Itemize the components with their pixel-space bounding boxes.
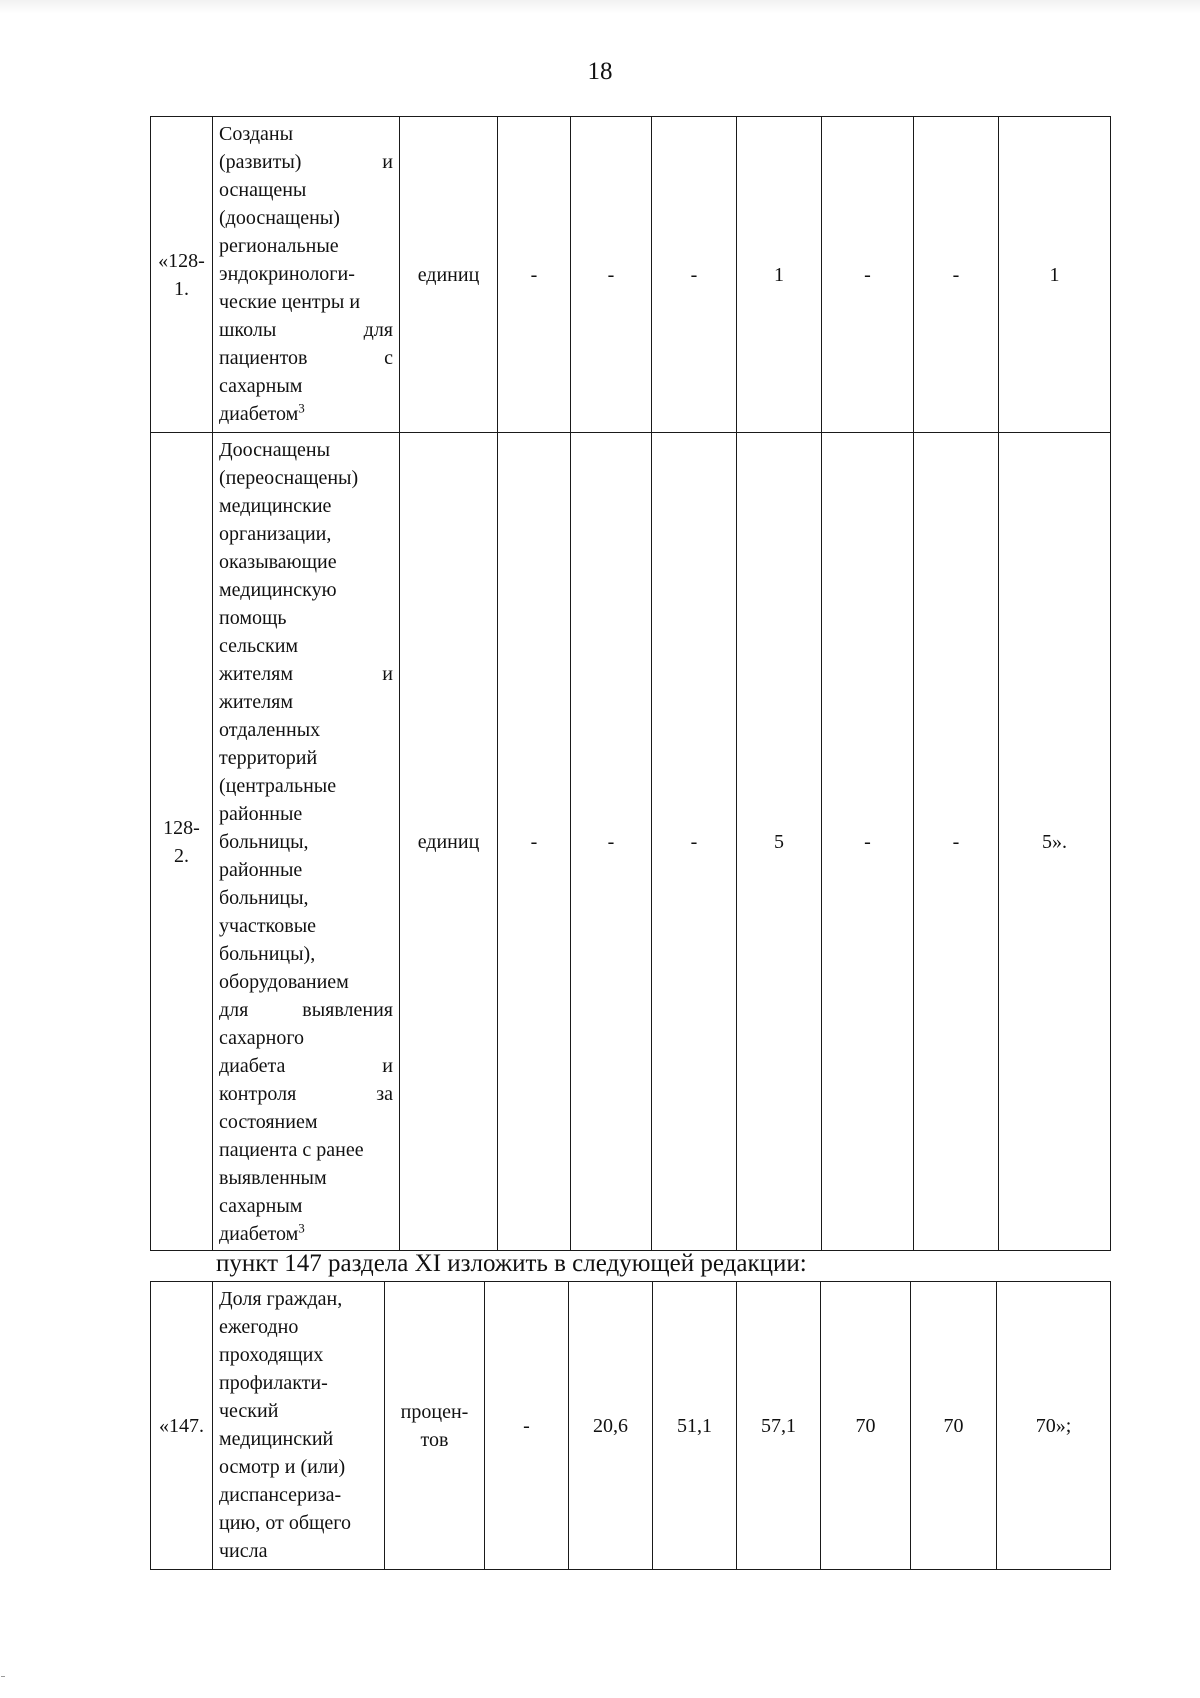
description-word: (дооснащены) — [219, 207, 340, 229]
value-cell: 1 — [999, 117, 1111, 433]
description-line — [219, 968, 393, 996]
value-cell: 20,6 — [569, 1282, 653, 1570]
description-line — [219, 856, 393, 884]
description-line — [219, 316, 393, 344]
description-line — [219, 204, 393, 232]
description-line — [219, 1136, 393, 1164]
description-word: (развиты) — [219, 151, 302, 173]
description-word: участковые — [219, 915, 317, 937]
description-word: (центральные — [219, 775, 337, 797]
description-word: и — [382, 1055, 393, 1077]
description-word: сахарным — [219, 1195, 303, 1217]
row-number-line: 128- — [163, 816, 200, 839]
description-word: профилакти- — [219, 1372, 328, 1394]
unit-cell — [385, 1282, 485, 1570]
description-line — [219, 1220, 393, 1248]
row-number-line: 2. — [174, 844, 189, 867]
description-word: медицинский — [219, 1428, 334, 1450]
description-word: Дооснащены — [219, 439, 331, 461]
description-word: территорий — [219, 747, 318, 769]
description-line — [219, 1369, 378, 1397]
unit-cell: единиц — [400, 117, 498, 433]
scan-edge-shading — [0, 0, 1200, 14]
description-line — [219, 1192, 393, 1220]
description-line — [219, 372, 393, 400]
description-line — [219, 464, 393, 492]
description-word: медицинские — [219, 495, 332, 517]
value-cell: 57,1 — [737, 1282, 821, 1570]
indicators-table-2 — [150, 1281, 1111, 1570]
description-line — [219, 772, 393, 800]
description-word: ческие центры и — [219, 291, 361, 313]
description-word: больницы), — [219, 943, 316, 965]
description-word: районные — [219, 859, 303, 881]
table-row — [151, 1282, 1111, 1570]
description-line — [219, 344, 393, 372]
description-word: помощь — [219, 607, 287, 629]
value-cell: - — [914, 433, 999, 1251]
value-cell: - — [652, 433, 737, 1251]
description-word: диабетом — [219, 1223, 299, 1245]
value-cell: - — [571, 117, 652, 433]
description-word: для — [363, 319, 393, 341]
value-cell: 70 — [821, 1282, 911, 1570]
description-line — [219, 1052, 393, 1080]
description-line — [219, 1313, 378, 1341]
value-cell: - — [498, 117, 571, 433]
description-word: сахарного — [219, 1027, 305, 1049]
description-word: ежегодно — [219, 1316, 299, 1338]
description-word: жителям — [219, 691, 293, 713]
table-row — [151, 433, 1111, 1251]
description-word: состоянием — [219, 1111, 318, 1133]
description-line — [219, 1080, 393, 1108]
description-line — [219, 604, 393, 632]
value-cell: - — [485, 1282, 569, 1570]
description-line — [219, 632, 393, 660]
indicator-description — [213, 1282, 385, 1570]
row-number-line: 1. — [174, 277, 189, 300]
description-line — [219, 400, 393, 428]
amendment-instruction: пункт 147 раздела XI изложить в следующей редакции: — [216, 1250, 807, 1277]
description-line — [219, 1285, 378, 1313]
indicator-description — [213, 117, 400, 433]
value-cell: - — [571, 433, 652, 1251]
footnote-marker: 3 — [298, 400, 305, 416]
description-word: выявления — [302, 999, 393, 1021]
description-word: диабетом — [219, 403, 299, 425]
description-line — [219, 940, 393, 968]
description-line — [219, 548, 393, 576]
description-line — [219, 1397, 378, 1425]
description-line — [219, 660, 393, 688]
indicator-description — [213, 433, 400, 1251]
description-line — [219, 1453, 378, 1481]
description-line — [219, 744, 393, 772]
description-word: медицинскую — [219, 579, 337, 601]
row-number-cell — [151, 117, 213, 433]
description-word: (переоснащены) — [219, 467, 359, 489]
value-cell: 5». — [999, 433, 1111, 1251]
description-line — [219, 1481, 378, 1509]
description-word: диабета — [219, 1055, 286, 1077]
scan-mark — [1, 1676, 5, 1677]
value-cell: - — [822, 433, 914, 1251]
unit-line: процен- — [400, 1400, 469, 1423]
table-row — [151, 117, 1111, 433]
description-word: больницы, — [219, 831, 309, 853]
description-line — [219, 520, 393, 548]
description-word: сельским — [219, 635, 299, 657]
description-word: Созданы — [219, 123, 294, 145]
indicators-table-1 — [150, 116, 1111, 1251]
description-line — [219, 1108, 393, 1136]
row-number-cell — [151, 1282, 213, 1570]
row-number-line: «128- — [158, 249, 205, 272]
description-word: цию, от общего — [219, 1512, 351, 1534]
description-word: числа — [219, 1540, 268, 1562]
description-line — [219, 1509, 378, 1537]
description-word: отдаленных — [219, 719, 321, 741]
description-word: с — [384, 347, 393, 369]
description-line — [219, 800, 393, 828]
description-word: организации, — [219, 523, 332, 545]
unit-line: тов — [420, 1428, 449, 1451]
description-word: оснащены — [219, 179, 307, 201]
description-word: проходящих — [219, 1344, 324, 1366]
value-cell: 51,1 — [653, 1282, 737, 1570]
description-line — [219, 688, 393, 716]
description-word: Доля граждан, — [219, 1288, 343, 1310]
row-number-line: «147. — [159, 1414, 204, 1437]
description-word: и — [382, 151, 393, 173]
description-line — [219, 1425, 378, 1453]
description-line — [219, 1164, 393, 1192]
description-line — [219, 492, 393, 520]
description-line — [219, 716, 393, 744]
value-cell: 70»; — [997, 1282, 1111, 1570]
description-line — [219, 148, 393, 176]
description-word: контроля — [219, 1083, 297, 1105]
footnote-marker: 3 — [298, 1220, 305, 1236]
description-line — [219, 232, 393, 260]
description-word: жителям — [219, 663, 293, 685]
description-word: для — [219, 999, 249, 1021]
description-line — [219, 288, 393, 316]
description-word: школы — [219, 319, 277, 341]
description-word: региональные — [219, 235, 339, 257]
description-word: за — [376, 1083, 393, 1105]
value-cell: - — [652, 117, 737, 433]
description-line — [219, 576, 393, 604]
description-line — [219, 1341, 378, 1369]
page-number: 18 — [587, 58, 613, 85]
description-line — [219, 1537, 378, 1565]
description-line — [219, 176, 393, 204]
description-word: оказывающие — [219, 551, 337, 573]
description-word: ческий — [219, 1400, 279, 1422]
description-word: выявленным — [219, 1167, 327, 1189]
description-line — [219, 260, 393, 288]
description-line — [219, 996, 393, 1024]
row-number-cell — [151, 433, 213, 1251]
description-line — [219, 912, 393, 940]
description-line — [219, 828, 393, 856]
description-word: диспансериза- — [219, 1484, 342, 1506]
description-line — [219, 120, 393, 148]
description-word: пациентов — [219, 347, 308, 369]
description-word: пациента с ранее — [219, 1139, 364, 1161]
description-line — [219, 884, 393, 912]
value-cell: 5 — [737, 433, 822, 1251]
description-word: эндокринологи- — [219, 263, 355, 285]
description-word: больницы, — [219, 887, 309, 909]
value-cell: 70 — [911, 1282, 997, 1570]
value-cell: 1 — [737, 117, 822, 433]
description-word: оборудованием — [219, 971, 349, 993]
value-cell: - — [822, 117, 914, 433]
description-line — [219, 1024, 393, 1052]
value-cell: - — [914, 117, 999, 433]
value-cell: - — [498, 433, 571, 1251]
description-word: и — [382, 663, 393, 685]
unit-cell: единиц — [400, 433, 498, 1251]
description-word: сахарным — [219, 375, 303, 397]
description-word: районные — [219, 803, 303, 825]
description-word: осмотр и (или) — [219, 1456, 346, 1478]
description-line — [219, 436, 393, 464]
